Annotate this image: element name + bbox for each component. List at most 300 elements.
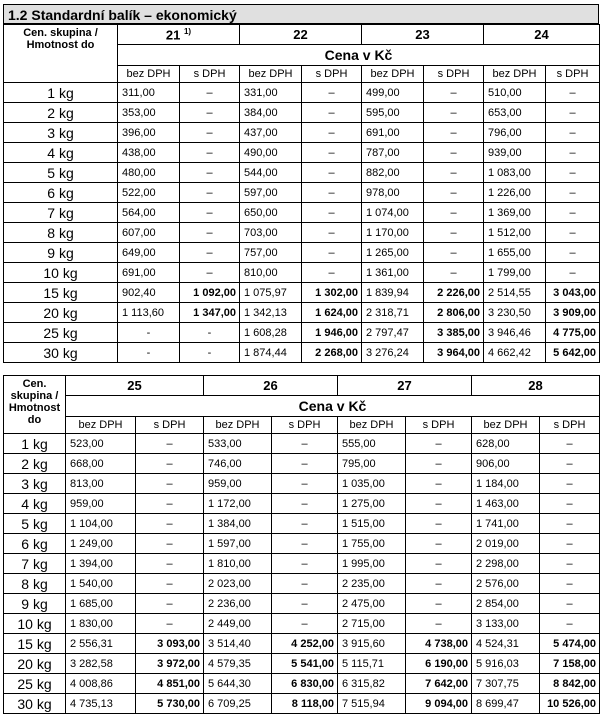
price-bez-dph: 1 184,00: [472, 474, 540, 494]
price-s-dph: –: [180, 183, 240, 203]
price-s-dph: –: [540, 434, 600, 454]
price-s-dph: -: [180, 343, 240, 363]
weight-label: 8 kg: [4, 223, 118, 243]
price-s-dph: –: [136, 614, 204, 634]
table-row: [4, 594, 600, 614]
table-row: [4, 474, 600, 494]
price-s-dph: –: [424, 103, 484, 123]
price-s-dph: –: [136, 514, 204, 534]
group-header: 26: [204, 376, 338, 396]
table-row: [4, 614, 600, 634]
price-s-dph: –: [272, 554, 338, 574]
weight-label: 8 kg: [4, 574, 66, 594]
weight-label: 20 kg: [4, 654, 66, 674]
price-s-dph: 3 385,00: [424, 323, 484, 343]
weight-label: 2 kg: [4, 103, 118, 123]
price-s-dph: –: [406, 454, 472, 474]
price-s-dph: –: [546, 123, 600, 143]
price-s-dph: –: [424, 83, 484, 103]
price-bez-dph: 3 282,58: [66, 654, 136, 674]
price-header: Cena v Kč: [118, 45, 600, 66]
price-bez-dph: 499,00: [362, 83, 424, 103]
price-bez-dph: 1 104,00: [66, 514, 136, 534]
col-s-dph: s DPH: [546, 66, 600, 83]
price-bez-dph: 1 755,00: [338, 534, 406, 554]
price-s-dph: –: [180, 163, 240, 183]
price-s-dph: –: [302, 183, 362, 203]
weight-label: 6 kg: [4, 183, 118, 203]
price-bez-dph: 978,00: [362, 183, 424, 203]
weight-label: 4 kg: [4, 494, 66, 514]
weight-label: 30 kg: [4, 343, 118, 363]
price-bez-dph: 311,00: [118, 83, 180, 103]
price-bez-dph: 1 342,13: [240, 303, 302, 323]
weight-label: 9 kg: [4, 243, 118, 263]
weight-label: 3 kg: [4, 474, 66, 494]
price-s-dph: –: [546, 183, 600, 203]
table-row: [4, 494, 600, 514]
price-s-dph: 1 347,00: [180, 303, 240, 323]
col-s-dph: s DPH: [180, 66, 240, 83]
price-s-dph: –: [540, 534, 600, 554]
price-bez-dph: 1 810,00: [204, 554, 272, 574]
price-s-dph: –: [424, 203, 484, 223]
price-s-dph: 3 909,00: [546, 303, 600, 323]
price-bez-dph: 959,00: [204, 474, 272, 494]
price-s-dph: –: [136, 534, 204, 554]
price-bez-dph: 649,00: [118, 243, 180, 263]
weight-label: 1 kg: [4, 434, 66, 454]
price-bez-dph: 3 133,00: [472, 614, 540, 634]
price-s-dph: 4 851,00: [136, 674, 204, 694]
weight-label: 5 kg: [4, 163, 118, 183]
price-bez-dph: 1 172,00: [204, 494, 272, 514]
group-header: 21 $^{1)}$: [118, 25, 240, 45]
price-s-dph: –: [546, 83, 600, 103]
table-row: [4, 283, 600, 303]
price-bez-dph: 6 315,82: [338, 674, 406, 694]
price-s-dph: –: [424, 123, 484, 143]
price-bez-dph: 607,00: [118, 223, 180, 243]
table-row: [4, 143, 600, 163]
price-table-2: [3, 375, 600, 714]
price-bez-dph: 1 874,44: [240, 343, 302, 363]
price-s-dph: –: [424, 223, 484, 243]
price-bez-dph: 490,00: [240, 143, 302, 163]
price-bez-dph: 4 524,31: [472, 634, 540, 654]
price-s-dph: –: [546, 103, 600, 123]
price-s-dph: 6 190,00: [406, 654, 472, 674]
price-s-dph: –: [424, 243, 484, 263]
table-row: [4, 694, 600, 714]
price-bez-dph: 1 384,00: [204, 514, 272, 534]
price-bez-dph: 1 361,00: [362, 263, 424, 283]
price-s-dph: –: [406, 534, 472, 554]
price-bez-dph: 2 298,00: [472, 554, 540, 574]
price-bez-dph: 746,00: [204, 454, 272, 474]
price-bez-dph: 882,00: [362, 163, 424, 183]
price-s-dph: –: [180, 103, 240, 123]
price-s-dph: –: [540, 574, 600, 594]
price-bez-dph: 4 579,35: [204, 654, 272, 674]
price-s-dph: –: [540, 454, 600, 474]
price-bez-dph: 544,00: [240, 163, 302, 183]
col-bez-dph: bez DPH: [484, 66, 546, 83]
price-bez-dph: 480,00: [118, 163, 180, 183]
price-s-dph: 5 642,00: [546, 343, 600, 363]
table-row: [4, 574, 600, 594]
group-header: 22: [240, 25, 362, 45]
price-s-dph: –: [180, 143, 240, 163]
price-bez-dph: 522,00: [118, 183, 180, 203]
table-row: [4, 83, 600, 103]
price-bez-dph: 2 854,00: [472, 594, 540, 614]
price-bez-dph: 1 799,00: [484, 263, 546, 283]
price-bez-dph: 1 608,28: [240, 323, 302, 343]
price-bez-dph: 1 515,00: [338, 514, 406, 534]
price-s-dph: –: [302, 103, 362, 123]
price-s-dph: –: [136, 594, 204, 614]
table-row: [4, 534, 600, 554]
price-bez-dph: 813,00: [66, 474, 136, 494]
table-row: [4, 103, 600, 123]
price-s-dph: –: [136, 574, 204, 594]
price-s-dph: 4 775,00: [546, 323, 600, 343]
weight-label: 4 kg: [4, 143, 118, 163]
col-bez-dph: bez DPH: [362, 66, 424, 83]
price-s-dph: 1 624,00: [302, 303, 362, 323]
price-s-dph: –: [406, 514, 472, 534]
price-bez-dph: 1 995,00: [338, 554, 406, 574]
price-bez-dph: 653,00: [484, 103, 546, 123]
price-bez-dph: 902,40: [118, 283, 180, 303]
price-bez-dph: 3 514,40: [204, 634, 272, 654]
footnote-mark: 1): [183, 26, 192, 36]
price-bez-dph: -: [118, 323, 180, 343]
weight-label: 10 kg: [4, 263, 118, 283]
price-s-dph: 3 093,00: [136, 634, 204, 654]
weight-label: 15 kg: [4, 634, 66, 654]
price-bez-dph: 2 019,00: [472, 534, 540, 554]
price-s-dph: 4 738,00: [406, 634, 472, 654]
price-bez-dph: 2 797,47: [362, 323, 424, 343]
price-s-dph: –: [406, 474, 472, 494]
table-row: [4, 434, 600, 454]
price-s-dph: –: [136, 454, 204, 474]
price-s-dph: –: [406, 494, 472, 514]
price-bez-dph: 795,00: [338, 454, 406, 474]
price-bez-dph: 2 556,31: [66, 634, 136, 654]
price-s-dph: –: [540, 594, 600, 614]
price-bez-dph: 564,00: [118, 203, 180, 223]
weight-label: 6 kg: [4, 534, 66, 554]
price-bez-dph: 1 830,00: [66, 614, 136, 634]
price-s-dph: –: [406, 594, 472, 614]
price-s-dph: –: [180, 123, 240, 143]
table-row: [4, 554, 600, 574]
price-bez-dph: 7 307,75: [472, 674, 540, 694]
price-bez-dph: 4 008,86: [66, 674, 136, 694]
col-s-dph: s DPH: [406, 417, 472, 434]
price-s-dph: –: [302, 223, 362, 243]
price-bez-dph: 2 318,71: [362, 303, 424, 323]
col-bez-dph: bez DPH: [338, 417, 406, 434]
price-s-dph: –: [180, 263, 240, 283]
table-row: [4, 343, 600, 363]
price-bez-dph: 2 715,00: [338, 614, 406, 634]
price-s-dph: –: [272, 594, 338, 614]
price-bez-dph: 1 512,00: [484, 223, 546, 243]
table-row: [4, 123, 600, 143]
price-bez-dph: 2 235,00: [338, 574, 406, 594]
table-row: [4, 634, 600, 654]
table-row: [4, 303, 600, 323]
price-bez-dph: 3 276,24: [362, 343, 424, 363]
price-s-dph: 1 946,00: [302, 323, 362, 343]
price-table-1: [3, 24, 600, 363]
price-bez-dph: 1 226,00: [484, 183, 546, 203]
price-s-dph: –: [424, 183, 484, 203]
price-s-dph: –: [180, 223, 240, 243]
group-header: 25: [66, 376, 204, 396]
price-bez-dph: 2 514,55: [484, 283, 546, 303]
price-s-dph: –: [540, 474, 600, 494]
price-bez-dph: 1 463,00: [472, 494, 540, 514]
price-bez-dph: 757,00: [240, 243, 302, 263]
table-row: [4, 203, 600, 223]
price-s-dph: –: [406, 434, 472, 454]
price-bez-dph: 1 083,00: [484, 163, 546, 183]
group-header: 24: [484, 25, 600, 45]
price-bez-dph: 703,00: [240, 223, 302, 243]
group-header: 28: [472, 376, 600, 396]
price-bez-dph: 5 115,71: [338, 654, 406, 674]
col-s-dph: s DPH: [136, 417, 204, 434]
group-header: 27: [338, 376, 472, 396]
col-s-dph: s DPH: [424, 66, 484, 83]
price-bez-dph: 353,00: [118, 103, 180, 123]
price-bez-dph: 1 275,00: [338, 494, 406, 514]
price-s-dph: –: [302, 143, 362, 163]
price-s-dph: –: [136, 474, 204, 494]
price-bez-dph: 595,00: [362, 103, 424, 123]
weight-label: 9 kg: [4, 594, 66, 614]
price-bez-dph: 6 709,25: [204, 694, 272, 714]
price-s-dph: –: [272, 534, 338, 554]
weight-label: 15 kg: [4, 283, 118, 303]
price-bez-dph: 668,00: [66, 454, 136, 474]
price-bez-dph: 2 449,00: [204, 614, 272, 634]
price-s-dph: –: [540, 514, 600, 534]
price-s-dph: –: [272, 434, 338, 454]
price-s-dph: –: [302, 203, 362, 223]
table-row: [4, 163, 600, 183]
price-s-dph: –: [546, 203, 600, 223]
price-s-dph: –: [136, 434, 204, 454]
price-s-dph: –: [540, 554, 600, 574]
table-row: [4, 454, 600, 474]
table-row: [4, 183, 600, 203]
corner-label: Cen. skupina / Hmotnost do: [4, 25, 118, 83]
price-bez-dph: 1 394,00: [66, 554, 136, 574]
price-s-dph: –: [406, 554, 472, 574]
table-row: [4, 514, 600, 534]
price-bez-dph: 3 915,60: [338, 634, 406, 654]
col-s-dph: s DPH: [272, 417, 338, 434]
price-bez-dph: 1 113,60: [118, 303, 180, 323]
price-bez-dph: 7 515,94: [338, 694, 406, 714]
price-bez-dph: 523,00: [66, 434, 136, 454]
price-s-dph: –: [302, 163, 362, 183]
price-bez-dph: 1 685,00: [66, 594, 136, 614]
price-s-dph: –: [302, 83, 362, 103]
price-s-dph: –: [302, 243, 362, 263]
price-s-dph: –: [272, 514, 338, 534]
price-bez-dph: 5 644,30: [204, 674, 272, 694]
weight-label: 30 kg: [4, 694, 66, 714]
weight-label: 25 kg: [4, 674, 66, 694]
price-bez-dph: 906,00: [472, 454, 540, 474]
price-s-dph: –: [302, 123, 362, 143]
price-s-dph: –: [546, 223, 600, 243]
table-row: [4, 263, 600, 283]
price-bez-dph: 8 699,47: [472, 694, 540, 714]
col-bez-dph: bez DPH: [66, 417, 136, 434]
price-s-dph: –: [540, 614, 600, 634]
col-bez-dph: bez DPH: [472, 417, 540, 434]
price-bez-dph: 384,00: [240, 103, 302, 123]
price-bez-dph: 510,00: [484, 83, 546, 103]
price-s-dph: –: [424, 163, 484, 183]
weight-label: 5 kg: [4, 514, 66, 534]
price-bez-dph: 810,00: [240, 263, 302, 283]
price-s-dph: 2 806,00: [424, 303, 484, 323]
price-s-dph: -: [180, 323, 240, 343]
price-s-dph: –: [424, 143, 484, 163]
price-s-dph: 2 226,00: [424, 283, 484, 303]
price-bez-dph: 1 741,00: [472, 514, 540, 534]
price-bez-dph: 691,00: [118, 263, 180, 283]
weight-label: 7 kg: [4, 554, 66, 574]
price-bez-dph: 4 735,13: [66, 694, 136, 714]
price-s-dph: 3 043,00: [546, 283, 600, 303]
price-bez-dph: 597,00: [240, 183, 302, 203]
price-s-dph: 3 964,00: [424, 343, 484, 363]
price-s-dph: –: [302, 263, 362, 283]
price-s-dph: –: [546, 263, 600, 283]
price-s-dph: –: [546, 163, 600, 183]
weight-label: 25 kg: [4, 323, 118, 343]
price-s-dph: 8 842,00: [540, 674, 600, 694]
price-s-dph: 1 092,00: [180, 283, 240, 303]
price-s-dph: 5 474,00: [540, 634, 600, 654]
price-s-dph: –: [540, 494, 600, 514]
col-bez-dph: bez DPH: [240, 66, 302, 83]
price-bez-dph: 787,00: [362, 143, 424, 163]
price-s-dph: –: [136, 494, 204, 514]
price-bez-dph: 650,00: [240, 203, 302, 223]
price-bez-dph: 437,00: [240, 123, 302, 143]
section-title: 1.2 Standardní balík – ekonomický: [3, 4, 599, 24]
price-bez-dph: 396,00: [118, 123, 180, 143]
price-s-dph: –: [272, 494, 338, 514]
price-bez-dph: 1 170,00: [362, 223, 424, 243]
price-s-dph: –: [546, 143, 600, 163]
price-bez-dph: 796,00: [484, 123, 546, 143]
price-s-dph: 5 541,00: [272, 654, 338, 674]
price-bez-dph: 959,00: [66, 494, 136, 514]
price-s-dph: 4 252,00: [272, 634, 338, 654]
price-bez-dph: 2 475,00: [338, 594, 406, 614]
price-bez-dph: 533,00: [204, 434, 272, 454]
price-bez-dph: 331,00: [240, 83, 302, 103]
col-bez-dph: bez DPH: [204, 417, 272, 434]
price-s-dph: –: [180, 83, 240, 103]
price-s-dph: –: [406, 574, 472, 594]
price-bez-dph: 939,00: [484, 143, 546, 163]
price-s-dph: –: [272, 454, 338, 474]
group-header: 23: [362, 25, 484, 45]
price-s-dph: 7 642,00: [406, 674, 472, 694]
weight-label: 3 kg: [4, 123, 118, 143]
price-bez-dph: 2 023,00: [204, 574, 272, 594]
corner-label: Cen. skupina / Hmotnost do: [4, 376, 66, 434]
price-bez-dph: 2 236,00: [204, 594, 272, 614]
price-s-dph: 7 158,00: [540, 654, 600, 674]
price-bez-dph: 4 662,42: [484, 343, 546, 363]
price-s-dph: 3 972,00: [136, 654, 204, 674]
price-s-dph: –: [406, 614, 472, 634]
weight-label: 2 kg: [4, 454, 66, 474]
price-bez-dph: 438,00: [118, 143, 180, 163]
price-bez-dph: 1 369,00: [484, 203, 546, 223]
price-bez-dph: 555,00: [338, 434, 406, 454]
col-s-dph: s DPH: [540, 417, 600, 434]
price-bez-dph: 691,00: [362, 123, 424, 143]
table-row: [4, 674, 600, 694]
table-row: [4, 654, 600, 674]
price-s-dph: 5 730,00: [136, 694, 204, 714]
price-bez-dph: 1 075,97: [240, 283, 302, 303]
price-s-dph: –: [424, 263, 484, 283]
price-s-dph: –: [180, 203, 240, 223]
price-bez-dph: 3 230,50: [484, 303, 546, 323]
col-bez-dph: bez DPH: [118, 66, 180, 83]
price-bez-dph: 1 265,00: [362, 243, 424, 263]
price-s-dph: –: [136, 554, 204, 574]
price-bez-dph: 1 035,00: [338, 474, 406, 494]
price-s-dph: –: [272, 574, 338, 594]
price-bez-dph: 1 655,00: [484, 243, 546, 263]
price-s-dph: 10 526,00: [540, 694, 600, 714]
price-s-dph: 9 094,00: [406, 694, 472, 714]
price-s-dph: –: [272, 614, 338, 634]
weight-label: 20 kg: [4, 303, 118, 323]
price-bez-dph: 5 916,03: [472, 654, 540, 674]
price-bez-dph: 1 839,94: [362, 283, 424, 303]
price-s-dph: 1 302,00: [302, 283, 362, 303]
weight-label: 1 kg: [4, 83, 118, 103]
price-bez-dph: 3 946,46: [484, 323, 546, 343]
table-row: [4, 243, 600, 263]
price-s-dph: –: [546, 243, 600, 263]
price-bez-dph: 2 576,00: [472, 574, 540, 594]
price-bez-dph: 1 540,00: [66, 574, 136, 594]
price-s-dph: 2 268,00: [302, 343, 362, 363]
price-bez-dph: 1 074,00: [362, 203, 424, 223]
price-bez-dph: 1 597,00: [204, 534, 272, 554]
weight-label: 10 kg: [4, 614, 66, 634]
